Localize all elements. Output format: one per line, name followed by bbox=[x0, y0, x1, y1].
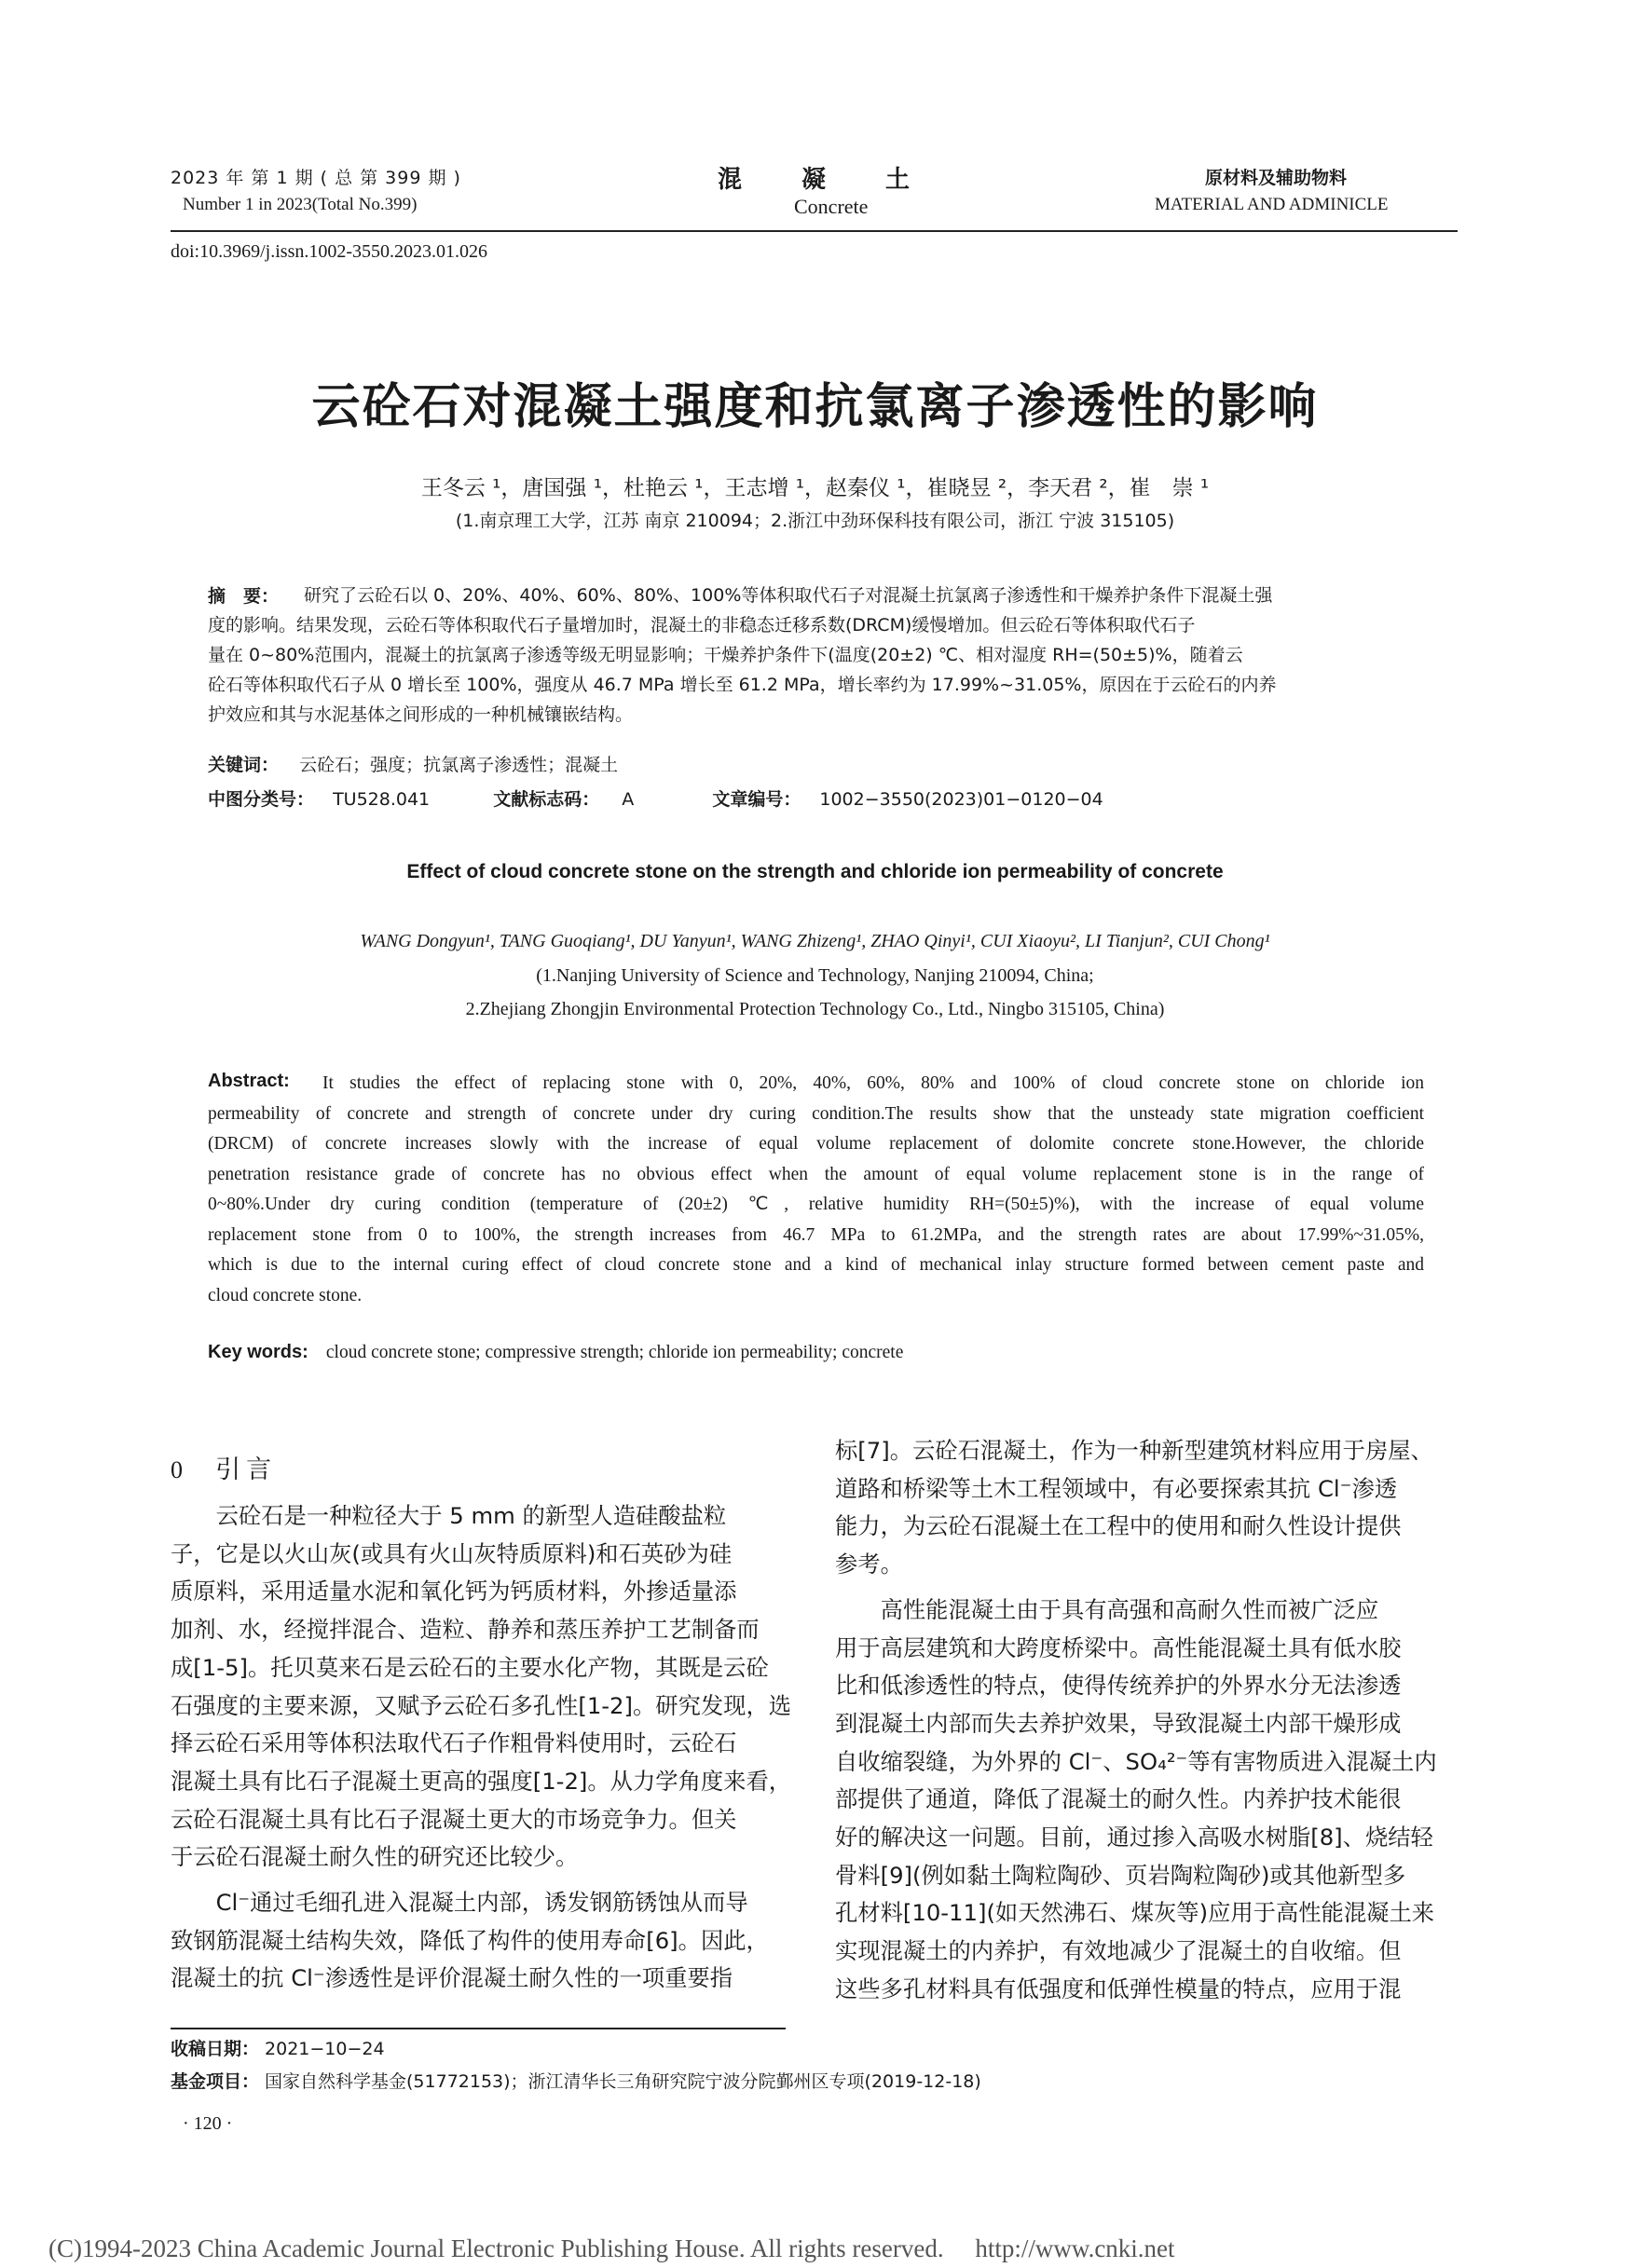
abstract-cn-label: 摘 要： bbox=[208, 586, 280, 607]
abstract-en-line: permeability of concrete and strength of concrete under dry curing condition.The results show that the unsteady state migration coefficient bbox=[208, 1103, 1424, 1124]
page-number: · 120 · bbox=[183, 2113, 233, 2134]
body-line: 高性能混凝土由于具有高强和高耐久性而被广泛应 bbox=[835, 1595, 1379, 1623]
keywords-cn-label: 关键词： bbox=[208, 755, 280, 775]
copyright-footer: (C)1994-2023 China Academic Journal Electronic Publishing House. All rights reserved. http://www.cnki.net bbox=[48, 2234, 1175, 2262]
body-line: 择云砼石采用等体积法取代石子作粗骨料使用时，云砼石 bbox=[171, 1729, 737, 1757]
abstract-en-line: cloud concrete stone. bbox=[208, 1285, 363, 1305]
body-line: Cl⁻通过毛细孔进入混凝土内部，诱发钢筋锈蚀从而导 bbox=[171, 1889, 748, 1917]
header-journal-cn: 混 凝 土 bbox=[718, 166, 914, 194]
abstract-cn-body bbox=[208, 581, 1424, 730]
abstract-en-line: replacement stone from 0 to 100%, the strength increases from 46.7 MPa to 61.2MPa, and the strength rates are about 17.99%~31.05%, bbox=[208, 1224, 1424, 1245]
header-section-cn: 原材料及辅助物料 bbox=[1205, 168, 1348, 188]
footnote-received bbox=[171, 2035, 385, 2060]
body-line: 云砼石是一种粒径大于 5 mm 的新型人造硅酸盐粒 bbox=[171, 1502, 727, 1529]
header-section-en: MATERIAL AND ADMINICLE bbox=[1155, 195, 1389, 214]
abstract-cn-line: 护效应和其与水泥基体之间形成的一种机械镶嵌结构。 bbox=[208, 704, 634, 725]
body-line: 用于高层建筑和大跨度桥梁中。高性能混凝土具有低水胶 bbox=[835, 1633, 1402, 1661]
title-cn: 云砼石对混凝土强度和抗氯离子渗透性的影响 bbox=[311, 379, 1319, 435]
body-line: 混凝土的抗 Cl⁻渗透性是评价混凝土耐久性的一项重要指 bbox=[171, 1964, 733, 1992]
abstract-cn-line: 量在 0~80%范围内，混凝土的抗氯离子渗透等级无明显影响；干燥养护条件下(温度(20±2) ℃、相对湿度 RH=(50±5)%，随着云 bbox=[208, 645, 1243, 665]
body-line: 成[1-5]。托贝莫来石是云砼石的主要水化产物，其既是云砼 bbox=[171, 1653, 769, 1681]
body-line: 于云砼石混凝土耐久性的研究还比较少。 bbox=[171, 1843, 579, 1871]
body-line: 实现混凝土的内养护，有效地减少了混凝土的自收缩。但 bbox=[835, 1937, 1402, 1965]
doi: doi:10.3969/j.issn.1002-3550.2023.01.026 bbox=[171, 241, 488, 262]
header-left-cn: 2023 年 第 1 期 ( 总 第 399 期 ) bbox=[171, 168, 461, 188]
body-line: 比和低渗透性的特点，使得传统养护的外界水分无法渗透 bbox=[835, 1672, 1402, 1700]
body-line: 好的解决这一问题。目前，通过掺入高吸水树脂[8]、烧结轻 bbox=[835, 1824, 1433, 1851]
body-line: 石强度的主要来源，又赋予云砼石多孔性[1-2]。研究发现，选 bbox=[171, 1691, 792, 1719]
header-rule bbox=[171, 230, 1458, 232]
footnote-fund bbox=[171, 2068, 981, 2093]
affiliations-cn: (1.南京理工大学，江苏 南京 210094；2.浙江中劲环保科技有限公司，浙江 宁波 315105) bbox=[455, 511, 1175, 531]
article-no-value: 1002−3550(2023)01−0120−04 bbox=[819, 789, 1103, 810]
classification-line bbox=[208, 786, 1103, 811]
keywords-en bbox=[208, 1342, 903, 1363]
keywords-cn-text: 云砼石；强度；抗氯离子渗透性；混凝土 bbox=[299, 755, 619, 775]
body-line: 质原料，采用适量水泥和氧化钙为钙质材料，外掺适量添 bbox=[171, 1578, 737, 1605]
body-line: 参考。 bbox=[835, 1551, 903, 1578]
body-line: 道路和桥梁等土木工程领域中，有必要探索其抗 Cl⁻渗透 bbox=[835, 1474, 1398, 1502]
body-line: 这些多孔材料具有低强度和低弹性模量的特点，应用于混 bbox=[835, 1974, 1402, 2002]
abstract-en-line: penetration resistance grade of concrete has no obvious effect when the amount of equal volume replacement stone is in the range of bbox=[208, 1164, 1424, 1184]
abstract-en-label: Abstract: bbox=[208, 1071, 290, 1091]
abstract-cn-line: 砼石等体积取代石子从 0 增长至 100%，强度从 46.7 MPa 增长至 61.2 MPa，增长率约为 17.99%~31.05%，原因在于云砼石的内养 bbox=[208, 675, 1277, 695]
received-label: 收稿日期： bbox=[171, 2039, 260, 2059]
body-line: 标[7]。云砼石混凝土，作为一种新型建筑材料应用于房屋、 bbox=[835, 1437, 1433, 1464]
authors-en: WANG Dongyun¹, TANG Guoqiang¹, DU Yanyun¹, WANG Zhizeng¹, ZHAO Qinyi¹, CUI Xiaoyu², LI Tianjun², CUI Chong¹ bbox=[360, 931, 1270, 951]
abstract-en-line: which is due to the internal curing effect of cloud concrete stone and a kind of mechanical inlay structure formed between cement paste and bbox=[208, 1255, 1424, 1275]
doc-code-label: 文献标志码： bbox=[493, 789, 600, 810]
body-line: 致钢筋混凝土结构失效，降低了构件的使用寿命[6]。因此， bbox=[171, 1926, 769, 1954]
body-line: 骨料[9](例如黏土陶粒陶砂、页岩陶粒陶砂)或其他新型多 bbox=[835, 1861, 1406, 1889]
keywords-en-text: cloud concrete stone; compressive strength; chloride ion permeability; concrete bbox=[325, 1343, 904, 1362]
abstract-en-line: It studies the effect of replacing stone with 0, 20%, 40%, 60%, 80% and 100% of cloud concrete stone on chloride ion bbox=[322, 1073, 1424, 1093]
article-no-label: 文章编号： bbox=[712, 789, 801, 810]
body-line: 到混凝土内部而失去养护效果，导致混凝土内部干燥形成 bbox=[835, 1709, 1402, 1737]
authors-cn: 王冬云 ¹，唐国强 ¹，杜艳云 ¹，王志增 ¹，赵秦仪 ¹，崔晓昱 ²，李天君 ²，崔 崇 ¹ bbox=[420, 476, 1210, 500]
body-line: 混凝土具有比石子混凝土更高的强度[1-2]。从力学角度来看， bbox=[171, 1767, 792, 1795]
clc-value: TU528.041 bbox=[333, 789, 431, 810]
keywords-en-label: Key words: bbox=[208, 1342, 308, 1362]
body-left-column bbox=[171, 1497, 792, 1998]
body-right-column bbox=[835, 1432, 1458, 2009]
body-line: 云砼石混凝土具有比石子混凝土更大的市场竞争力。但关 bbox=[171, 1805, 737, 1833]
title-en: Effect of cloud concrete stone on the strength and chloride ion permeability of concrete bbox=[406, 861, 1224, 882]
clc-label: 中图分类号： bbox=[208, 789, 315, 810]
body-line: 自收缩裂缝，为外界的 Cl⁻、SO₄²⁻等有害物质进入混凝土内 bbox=[835, 1747, 1437, 1775]
received-date: 2021−10−24 bbox=[265, 2039, 385, 2059]
body-line: 孔材料[10-11](如天然沸石、煤灰等)应用于高性能混凝土来 bbox=[835, 1899, 1435, 1927]
section-heading bbox=[171, 1449, 277, 1485]
abstract-en-line: (DRCM) of concrete increases slowly with the increase of equal volume replacement of dolomite concrete stone.However, the chloride bbox=[208, 1134, 1424, 1154]
footnote-rule bbox=[171, 2028, 786, 2029]
abstract-cn-line: 度的影响。结果发现，云砼石等体积取代石子量增加时，混凝土的非稳态迁移系数(DRCM)缓慢增加。但云砼石等体积取代石子 bbox=[208, 615, 1196, 635]
body-line: 部提供了通道，降低了混凝土的耐久性。内养护技术能很 bbox=[835, 1785, 1402, 1813]
body-line: 加剂、水，经搅拌混合、造粒、静养和蒸压养护工艺制备而 bbox=[171, 1616, 760, 1644]
affiliations-en-1: (1.Nanjing University of Science and Technology, Nanjing 210094, China; bbox=[536, 965, 1094, 986]
doc-code-value: A bbox=[622, 789, 635, 810]
fund-text: 国家自然科学基金(51772153)；浙江清华长三角研究院宁波分院鄞州区专项(2019-12-18) bbox=[265, 2071, 981, 2092]
affiliations-en-2: 2.Zhejiang Zhongjin Environmental Protection Technology Co., Ltd., Ningbo 315105, China) bbox=[465, 999, 1165, 1019]
abstract-en-body bbox=[208, 1069, 1424, 1311]
keywords-cn bbox=[208, 751, 618, 776]
section-number: 0 bbox=[171, 1456, 183, 1483]
body-line: 子，它是以火山灰(或具有火山灰特质原料)和石英砂为硅 bbox=[171, 1539, 733, 1567]
header-left-en: Number 1 in 2023(Total No.399) bbox=[183, 195, 418, 214]
fund-label: 基金项目： bbox=[171, 2071, 260, 2092]
abstract-cn-line: 研究了云砼石以 0、20%、40%、60%、80%、100%等体积取代石子对混凝土抗氯离子渗透性和干燥养护条件下混凝土强 bbox=[304, 585, 1273, 606]
section-title: 引言 bbox=[215, 1455, 278, 1484]
header-journal-en: Concrete bbox=[794, 195, 869, 218]
abstract-en-line: 0~80%.Under dry curing condition (temperature of (20±2) ℃, relative humidity RH=(50±5)%), with the increase of equal volume bbox=[208, 1195, 1424, 1214]
body-line: 能力，为云砼石混凝土在工程中的使用和耐久性设计提供 bbox=[835, 1512, 1402, 1540]
